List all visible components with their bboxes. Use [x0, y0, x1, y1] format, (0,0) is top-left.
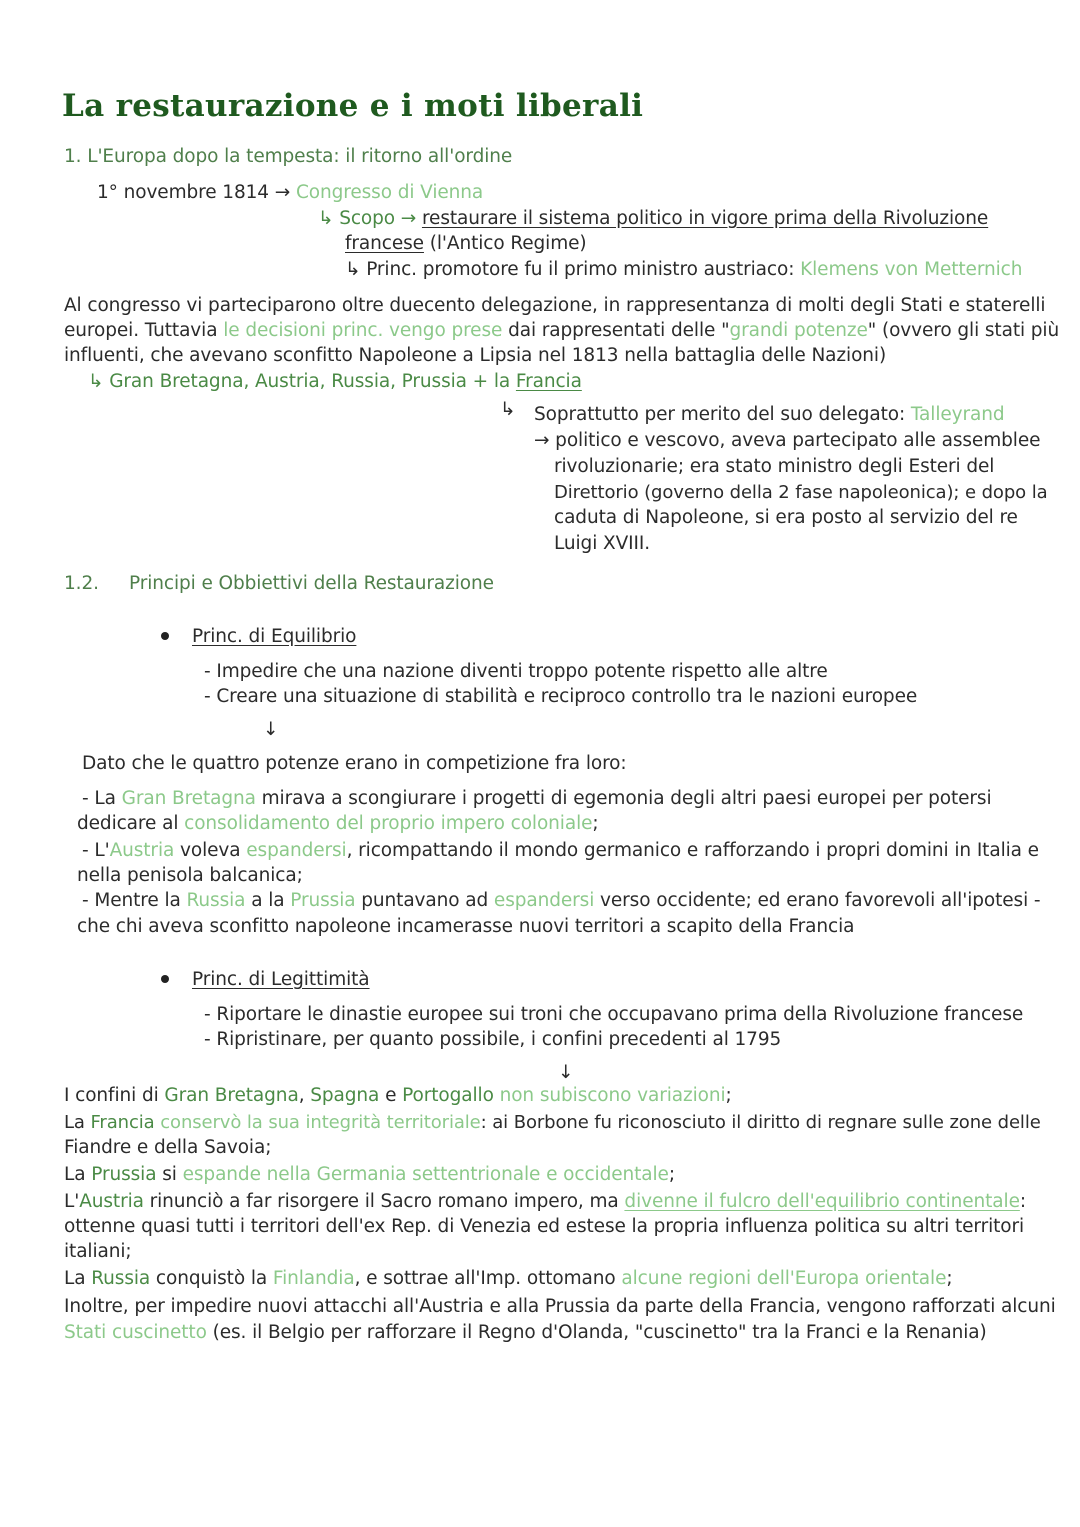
scopo-line	[318, 207, 988, 231]
text-span: voleva	[180, 840, 241, 861]
text-span: - La	[82, 788, 116, 809]
equilibrio-item: - Creare una situazione di stabilità e reciproco controllo tra le nazioni europee	[204, 686, 918, 707]
talleyrand-desc: Direttorio (governo della 2 fase napoleonica); e dopo la	[554, 482, 1048, 503]
highlight-text: conservò la sua integrità territoriale	[160, 1112, 481, 1133]
highlight-text: espandersi	[246, 840, 347, 861]
equilibrio-item: - Impedire che una nazione diventi troppo potente rispetto alle altre	[204, 661, 828, 682]
text-span: : ai Borbone fu riconosciuto il diritto di regnare sulle zone delle	[480, 1112, 1041, 1133]
legittimita-item: - Riportare le dinastie europee sui troni che occupavano prima della Rivoluzione francese	[204, 1004, 1024, 1025]
russia-line-2: che chi aveva sconfitto napoleone incamerasse nuovi territori a scapito della Francia	[77, 916, 855, 937]
equilibrio-title: Princ. di Equilibrio	[192, 626, 357, 647]
powers-text: Gran Bretagna, Austria, Russia, Prussia + la	[109, 371, 511, 392]
date-text: 1° novembre 1814 →	[97, 182, 291, 203]
text-span: I confini di	[64, 1085, 159, 1106]
congress-name: Congresso di Vienna	[295, 182, 484, 203]
text-span: ;	[668, 1164, 675, 1185]
promotore-line	[345, 258, 1022, 282]
text-span: - Mentre la	[82, 890, 181, 911]
highlight-text: Russia	[91, 1268, 151, 1289]
highlight-text: Stati cuscinetto	[64, 1322, 207, 1343]
francia-line	[64, 1111, 1041, 1135]
russia-line	[82, 889, 1040, 913]
highlight-text: Francia	[90, 1112, 155, 1133]
congress-line	[97, 181, 483, 205]
highlight-text: grandi potenze	[729, 320, 868, 341]
scopo-text: restaurare il sistema politico in vigore prima della Rivoluzione	[421, 208, 989, 229]
highlight-text: Finlandia	[272, 1268, 355, 1289]
confini-line	[64, 1084, 732, 1108]
highlight-text: Gran Bretagna	[121, 788, 256, 809]
text-span: ,	[298, 1085, 305, 1106]
text-span: rinunciò a far risorgere il Sacro romano impero, ma	[149, 1191, 619, 1212]
talleyrand-desc: caduta di Napoleone, si era posto al servizio del re	[554, 507, 1018, 528]
russia-result-line	[64, 1267, 953, 1291]
text-span: Soprattutto per merito del suo delegato:	[534, 404, 906, 425]
arrow-icon: ↳	[345, 259, 361, 280]
highlight-text: alcune regioni dell'Europa orientale	[621, 1268, 947, 1289]
down-arrow-icon: ↓	[558, 1062, 574, 1083]
text-span: , ricompattando il mondo germanico e rafforzando i propri domini in Italia e	[346, 840, 1039, 861]
gb-line-2	[77, 812, 599, 836]
austria-result-line-3: italiani;	[64, 1241, 132, 1262]
scopo-label: Scopo →	[339, 208, 417, 229]
text-span: si	[162, 1164, 177, 1185]
paragraph-line	[64, 319, 1059, 343]
text-span: a la	[251, 890, 285, 911]
highlight-text: Austria	[109, 840, 175, 861]
austria-result-line-2: ottenne quasi tutti i territori dell'ex Rep. di Venezia ed estese la propria influenza politica su altri territori	[64, 1216, 1025, 1237]
text-span: - L'	[82, 840, 110, 861]
text-span: ;	[725, 1085, 732, 1106]
bullet-icon	[161, 632, 169, 640]
arrow-icon: ↳	[88, 371, 104, 392]
scopo-line-2	[345, 232, 587, 256]
arrow-icon: ↳	[500, 399, 516, 420]
text-span: La	[64, 1112, 85, 1133]
text-span: La	[64, 1164, 86, 1185]
text-span: dai rappresentati delle "	[508, 320, 730, 341]
bullet-icon	[161, 975, 169, 983]
text-span: L'	[64, 1191, 80, 1212]
section-number: 1.2.	[64, 573, 99, 594]
talleyrand-desc: → politico e vescovo, aveva partecipato alle assemblee	[534, 430, 1041, 451]
paragraph-line: Al congresso vi parteciparono oltre duecento delegazione, in rappresentanza di molti degli Stati e staterelli	[64, 295, 1046, 316]
powers-line	[88, 370, 582, 394]
austria-result-line	[64, 1190, 1026, 1214]
text-span: ;	[592, 813, 599, 834]
text-span: ;	[946, 1268, 953, 1289]
francia-line-2: Fiandre e della Savoia;	[64, 1137, 272, 1158]
austria-line-2: nella penisola balcanica;	[77, 865, 303, 886]
text-span: (es. il Belgio per rafforzare il Regno d'Olanda, "cuscinetto" tra la Franci e la Renania)	[212, 1322, 987, 1343]
talleyrand-line	[534, 403, 1005, 427]
text-span: conquistò la	[155, 1268, 268, 1289]
text-span: :	[1019, 1191, 1026, 1212]
francia-text: Francia	[515, 371, 582, 392]
highlight-text: espande nella Germania settentrionale e occidentale	[182, 1164, 669, 1185]
gb-line	[82, 787, 992, 811]
text-span: dedicare al	[77, 813, 179, 834]
section-heading-2: Principi e Obbiettivi della Restaurazione	[129, 573, 494, 594]
text-span: puntavano ad	[361, 890, 489, 911]
legittimita-item: - Ripristinare, per quanto possibile, i confini precedenti al 1795	[204, 1029, 782, 1050]
promotore-text: Princ. promotore fu il primo ministro austriaco:	[366, 259, 795, 280]
highlight-text: Portogallo	[402, 1085, 494, 1106]
dato-line: Dato che le quattro potenze erano in competizione fra loro:	[82, 753, 627, 774]
talleyrand-desc: rivoluzionarie; era stato ministro degli Esteri del	[554, 456, 995, 477]
metternich-name: Klemens von Metternich	[800, 259, 1023, 280]
highlight-text: Prussia	[290, 890, 356, 911]
text-span: mirava a scongiurare i progetti di egemonia degli altri paesi europei per potersi	[261, 788, 992, 809]
scopo-rest: (l'Antico Regime)	[429, 233, 587, 254]
highlight-text: Spagna	[310, 1085, 380, 1106]
text-span: La	[64, 1268, 86, 1289]
down-arrow-icon: ↓	[263, 719, 279, 740]
talleyrand-name: Talleyrand	[910, 404, 1005, 425]
inoltre-line: Inoltre, per impedire nuovi attacchi all'Austria e alla Prussia da parte della Francia, vengono rafforzati alcuni	[64, 1296, 1056, 1317]
text-span: verso occidente; ed erano favorevoli all'ipotesi -	[600, 890, 1041, 911]
highlight-text: espandersi	[493, 890, 595, 911]
austria-line	[82, 839, 1039, 863]
highlight-text: consolidamento del proprio impero coloniale	[184, 813, 593, 834]
section-heading-1: 1. L'Europa dopo la tempesta: il ritorno all'ordine	[64, 146, 513, 167]
highlight-text: Gran Bretagna	[164, 1085, 299, 1106]
cuscinetto-line	[64, 1321, 987, 1345]
highlight-text: divenne il fulcro dell'equilibrio continentale	[624, 1191, 1020, 1212]
highlight-text: le decisioni princ. vengo prese	[223, 320, 503, 341]
legittimita-title: Princ. di Legittimità	[192, 969, 370, 990]
text-span: , e sottrae all'Imp. ottomano	[354, 1268, 616, 1289]
highlight-text: Austria	[79, 1191, 144, 1212]
text-span: e	[385, 1085, 397, 1106]
text-span: europei. Tuttavia	[64, 320, 218, 341]
arrow-icon: ↳	[318, 208, 334, 229]
page-title: La restaurazione e i moti liberali	[62, 88, 644, 124]
scopo-text-2: francese	[345, 233, 424, 254]
prussia-line	[64, 1163, 675, 1187]
talleyrand-desc: Luigi XVIII.	[554, 533, 650, 554]
highlight-text: Russia	[186, 890, 246, 911]
highlight-text: Prussia	[91, 1164, 157, 1185]
highlight-text: non subiscono variazioni	[499, 1085, 726, 1106]
text-span: " (ovvero gli stati più	[867, 320, 1060, 341]
paragraph-line: influenti, che avevano sconfitto Napoleone a Lipsia nel 1813 nella battaglia delle Nazioni)	[64, 345, 887, 366]
